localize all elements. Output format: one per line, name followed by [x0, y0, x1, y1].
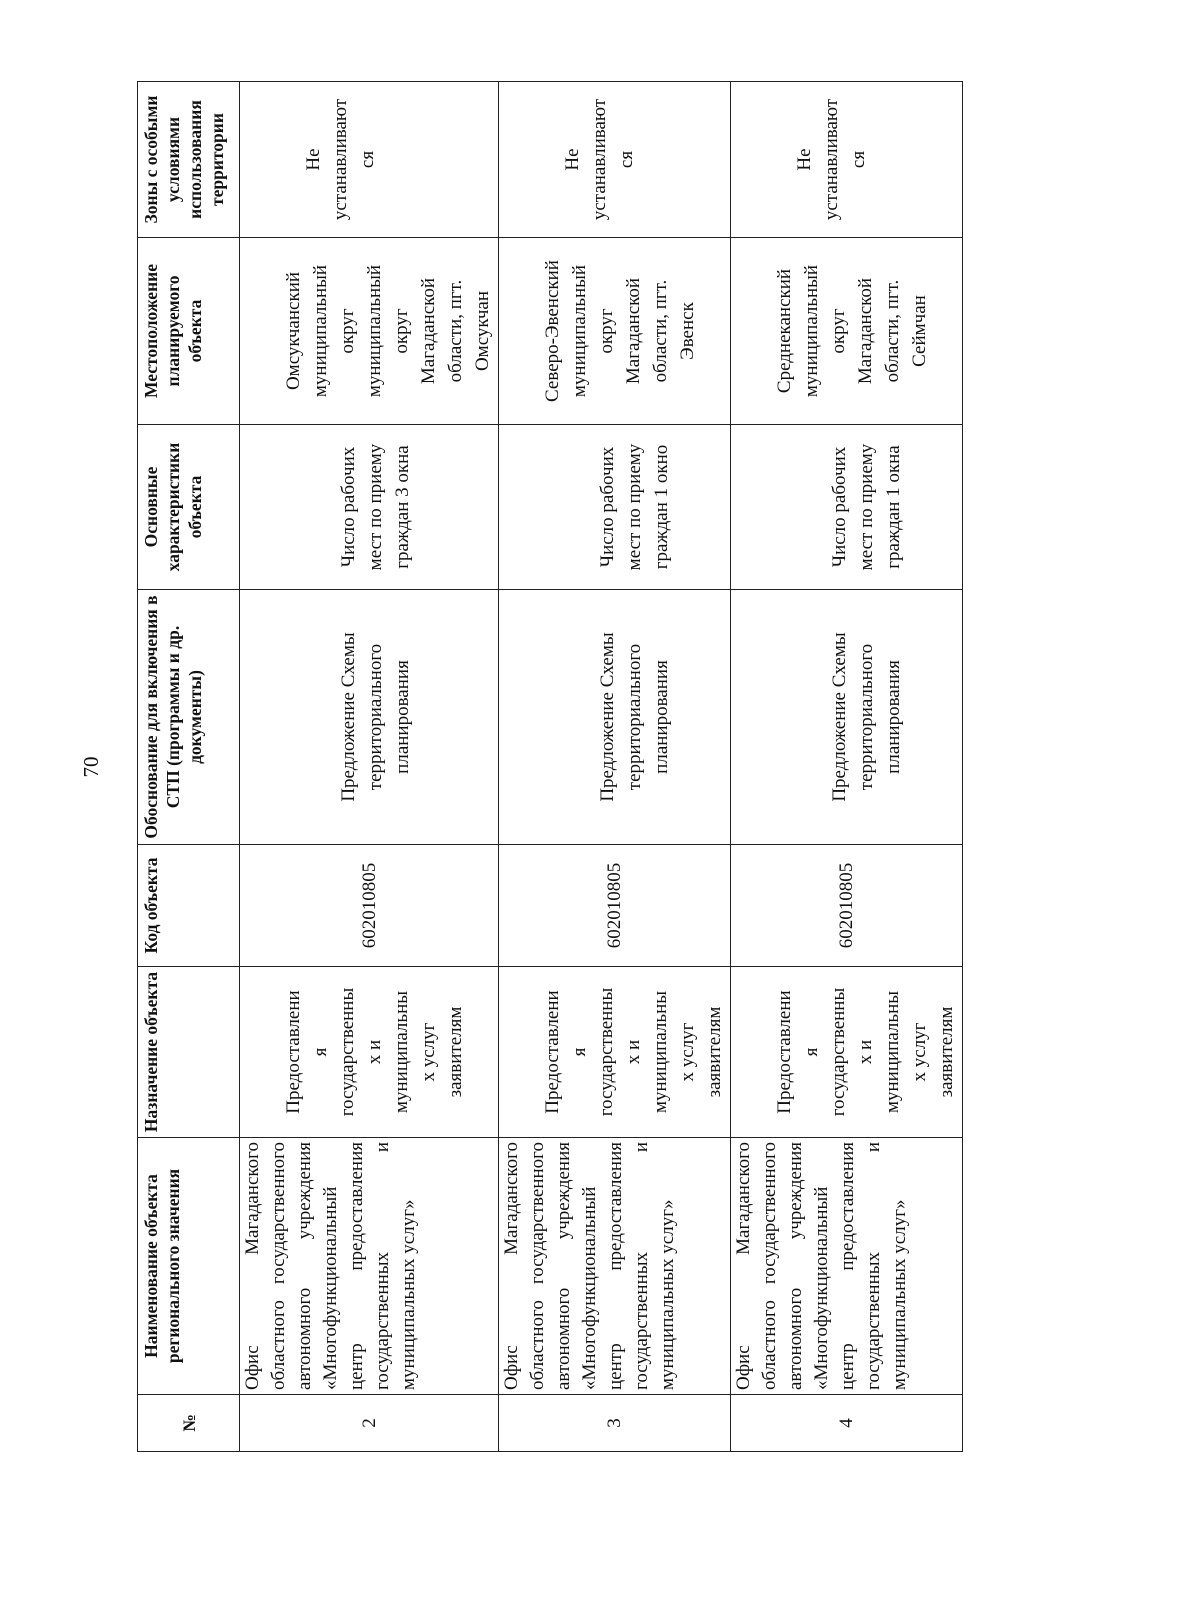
cell-basis: Предложение Схемы территориального планирования: [731, 590, 963, 845]
cell-characteristics: Число рабочих мест по приему граждан 1 окно: [499, 425, 731, 590]
page-number: 70: [79, 756, 103, 778]
cell-code: 602010805: [731, 845, 963, 967]
cell-basis: Предложение Схемы территориального планирования: [499, 590, 731, 845]
cell-num: 3: [499, 1395, 731, 1452]
objects-table: [137, 81, 963, 1452]
cell-zones: Не устанавливают ся: [240, 82, 499, 238]
header-characteristics: Основные характеристики объекта: [138, 425, 240, 590]
table-row: [240, 82, 499, 1452]
cell-name: Офис Магаданского областного государственного автономного учреждения «Многофункциональный центр предоставления государственных и муниципальных услуг»: [499, 1138, 731, 1395]
cell-num: 2: [240, 1395, 499, 1452]
table-row: [731, 82, 963, 1452]
cell-name: Офис Магаданского областного государственного автономного учреждения «Многофункциональный центр предоставления государственных и муниципальных услуг»: [731, 1138, 963, 1395]
header-row: [138, 82, 240, 1452]
cell-purpose: Предоставлени я государственны х и муниципальны х услуг заявителям: [731, 967, 963, 1138]
header-zones: Зоны с особыми условиями использования территории: [138, 82, 240, 238]
cell-location: Среднеканский муниципальный округ Магаданской области, пгт. Сеймчан: [731, 238, 963, 425]
cell-purpose: Предоставлени я государственны х и муниципальны х услуг заявителям: [240, 967, 499, 1138]
header-location: Местоположение планируемого объекта: [138, 238, 240, 425]
cell-name: Офис Магаданского областного государственного автономного учреждения «Многофункциональный центр предоставления государственных и муниципальных услуг»: [240, 1138, 499, 1395]
cell-zones: Не устанавливают ся: [731, 82, 963, 238]
cell-characteristics: Число рабочих мест по приему граждан 1 окна: [731, 425, 963, 590]
header-basis: Обоснование для включения в СТП (программы и др. документы): [138, 590, 240, 845]
header-name: Наименование объекта регионального значения: [138, 1138, 240, 1395]
header-purpose: Назначение объекта: [138, 967, 240, 1138]
cell-zones: Не устанавливают ся: [499, 82, 731, 238]
cell-code: 602010805: [240, 845, 499, 967]
cell-purpose: Предоставлени я государственны х и муниципальны х услуг заявителям: [499, 967, 731, 1138]
header-num: №: [138, 1395, 240, 1452]
cell-basis: Предложение Схемы территориального планирования: [240, 590, 499, 845]
cell-num: 4: [731, 1395, 963, 1452]
cell-location: Омсукчанский муниципальный округ муниципальный округ Магаданской области, пгт. Омсукчан: [240, 238, 499, 425]
cell-code: 602010805: [499, 845, 731, 967]
rotated-page: [79, 82, 957, 1452]
cell-characteristics: Число рабочих мест по приему граждан 3 окна: [240, 425, 499, 590]
cell-location: Северо-Эвенский муниципальный округ Магаданской области, пгт. Эвенск: [499, 238, 731, 425]
header-code: Код объекта: [138, 845, 240, 967]
table-row: [499, 82, 731, 1452]
